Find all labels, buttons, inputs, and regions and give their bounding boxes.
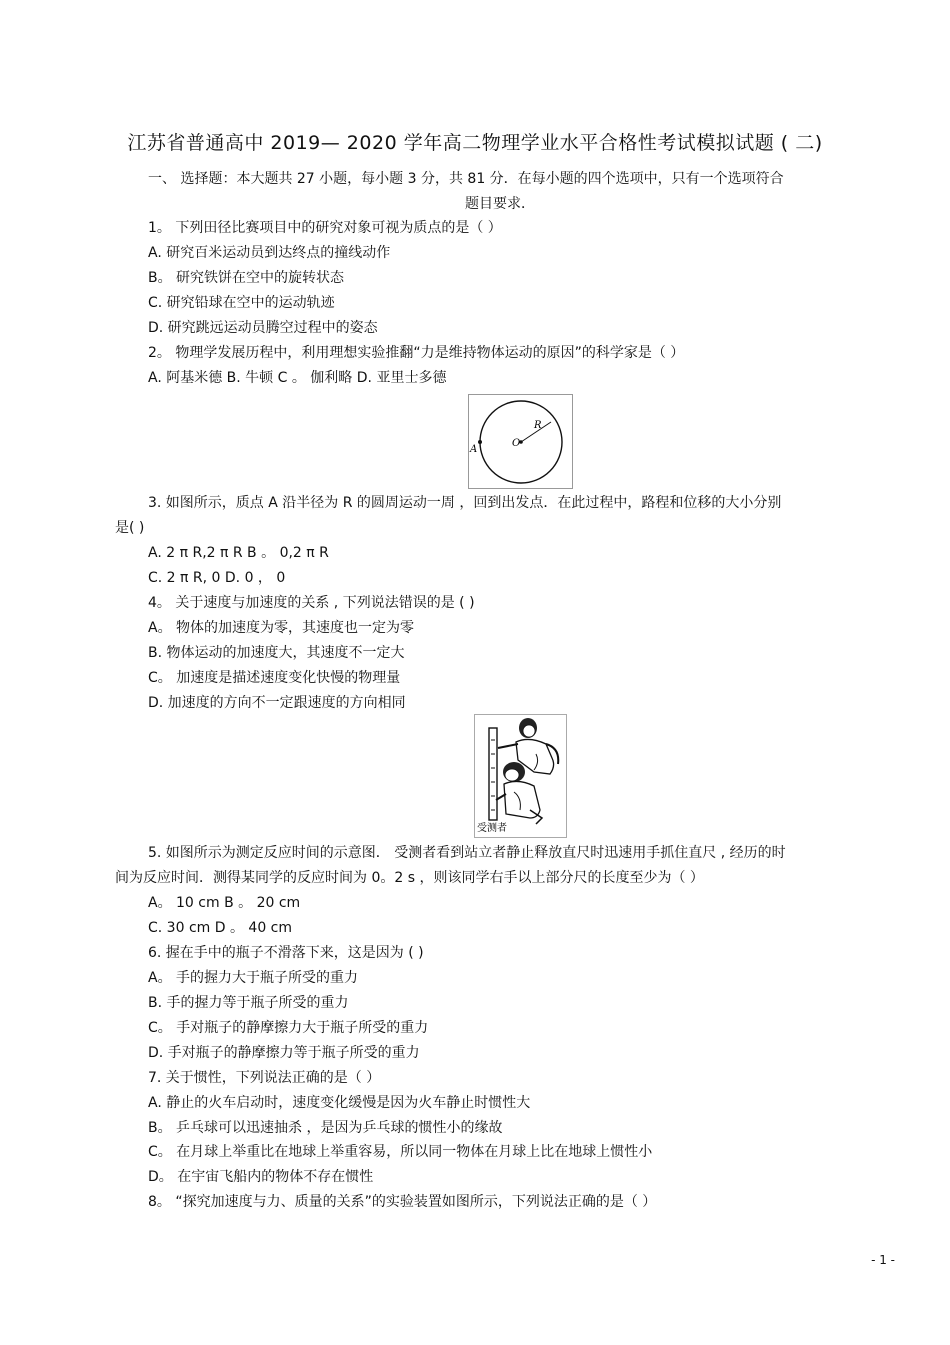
question-5-stem-line2: 间为反应时间．测得某同学的反应时间为 0。2 s ，则该同学右手以上部分尺的长度至少为（ ）: [115, 870, 704, 886]
question-5-options-ab: A。 10 cm B 。 20 cm: [148, 895, 301, 911]
question-2-options: A. 阿基米德 B. 牛顿 C 。 伽利略 D. 亚里士多德: [148, 370, 447, 386]
reaction-time-figure: [474, 714, 567, 838]
question-7-stem: 7. 关于惯性，下列说法正确的是（ ）: [148, 1070, 381, 1086]
question-6-option-a: A。 手的握力大于瓶子所受的重力: [148, 970, 359, 986]
label-a: A: [470, 444, 478, 455]
question-7-option-d: D。 在宇宙飞船内的物体不存在惯性: [148, 1169, 374, 1185]
question-1-option-b: B。 研究铁饼在空中的旋转状态: [148, 270, 345, 286]
question-3-stem-line2: 是( ): [115, 520, 145, 536]
question-8-stem: 8。 “探究加速度与力、质量的关系”的实验装置如图所示，下列说法正确的是（ ）: [148, 1194, 657, 1210]
question-3-stem-line1: 3. 如图所示，质点 A 沿半径为 R 的圆周运动一周 ，回到出发点．在此过程中，路程和位移的大小分别: [148, 495, 782, 511]
question-4-stem: 4。 关于速度与加速度的关系 , 下列说法错误的是 ( ): [148, 595, 475, 611]
page-title: 江苏省普通高中 2019— 2020 学年高二物理学业水平合格性考试模拟试题 ( 二): [127, 132, 823, 154]
label-o: O: [512, 438, 521, 449]
ruler-icon: [489, 728, 497, 820]
label-r: R: [534, 420, 542, 431]
question-6-option-b: B. 手的握力等于瓶子所受的重力: [148, 995, 349, 1011]
question-6-stem: 6. 握在手中的瓶子不滑落下来，这是因为 ( ): [148, 945, 424, 961]
question-4-option-a: A。 物体的加速度为零，其速度也一定为零: [148, 620, 415, 636]
question-1-option-d: D. 研究跳远运动员腾空过程中的姿态: [148, 320, 378, 336]
page-number: - 1 -: [871, 1253, 895, 1267]
question-6-option-c: C。 手对瓶子的静摩擦力大于瓶子所受的重力: [148, 1020, 429, 1036]
question-1-option-a: A. 研究百米运动员到达终点的撞线动作: [148, 245, 391, 261]
question-6-option-d: D. 手对瓶子的静摩擦力等于瓶子所受的重力: [148, 1045, 420, 1061]
question-3-options-cd: C. 2 π R, 0 D. 0 ， 0: [148, 570, 286, 586]
question-4-option-c: C。 加速度是描述速度变化快慢的物理量: [148, 670, 401, 686]
figure-caption: 受测者: [477, 823, 507, 834]
question-1-stem: 1。 下列田径比赛项目中的研究对象可视为质点的是（ ）: [148, 220, 502, 236]
question-4-option-d: D. 加速度的方向不一定跟速度的方向相同: [148, 695, 406, 711]
section-instructions-line2: 题目要求．: [465, 196, 535, 212]
question-5-options-cd: C. 30 cm D 。 40 cm: [148, 920, 293, 936]
question-3-options-ab: A. 2 π R,2 π R B 。 0,2 π R: [148, 545, 329, 561]
question-5-stem-line1: 5. 如图所示为测定反应时间的示意图． 受测者看到站立者静止释放直尺时迅速用手抓住直尺 , 经历的时: [148, 845, 786, 861]
section-instructions-line1: 一、 选择题：本大题共 27 小题，每小题 3 分，共 81 分．在每小题的四个选项中，只有一个选项符合: [148, 171, 784, 187]
question-1-option-c: C. 研究铅球在空中的运动轨迹: [148, 295, 335, 311]
circle-motion-figure: [468, 394, 573, 489]
question-7-option-c: C。 在月球上举重比在地球上举重容易，所以同一物体在月球上比在地球上惯性小: [148, 1144, 653, 1160]
question-7-option-a: A. 静止的火车启动时，速度变化缓慢是因为火车静止时惯性大: [148, 1095, 531, 1111]
question-4-option-b: B. 物体运动的加速度大，其速度不一定大: [148, 645, 405, 661]
question-2-stem: 2。 物理学发展历程中，利用理想实验推翻“力是维持物体运动的原因”的科学家是（ ）: [148, 345, 685, 361]
question-7-option-b: B。 乒乓球可以迅速抽杀 ，是因为乒乓球的惯性小的缘故: [148, 1120, 503, 1136]
point-a: [478, 440, 482, 444]
